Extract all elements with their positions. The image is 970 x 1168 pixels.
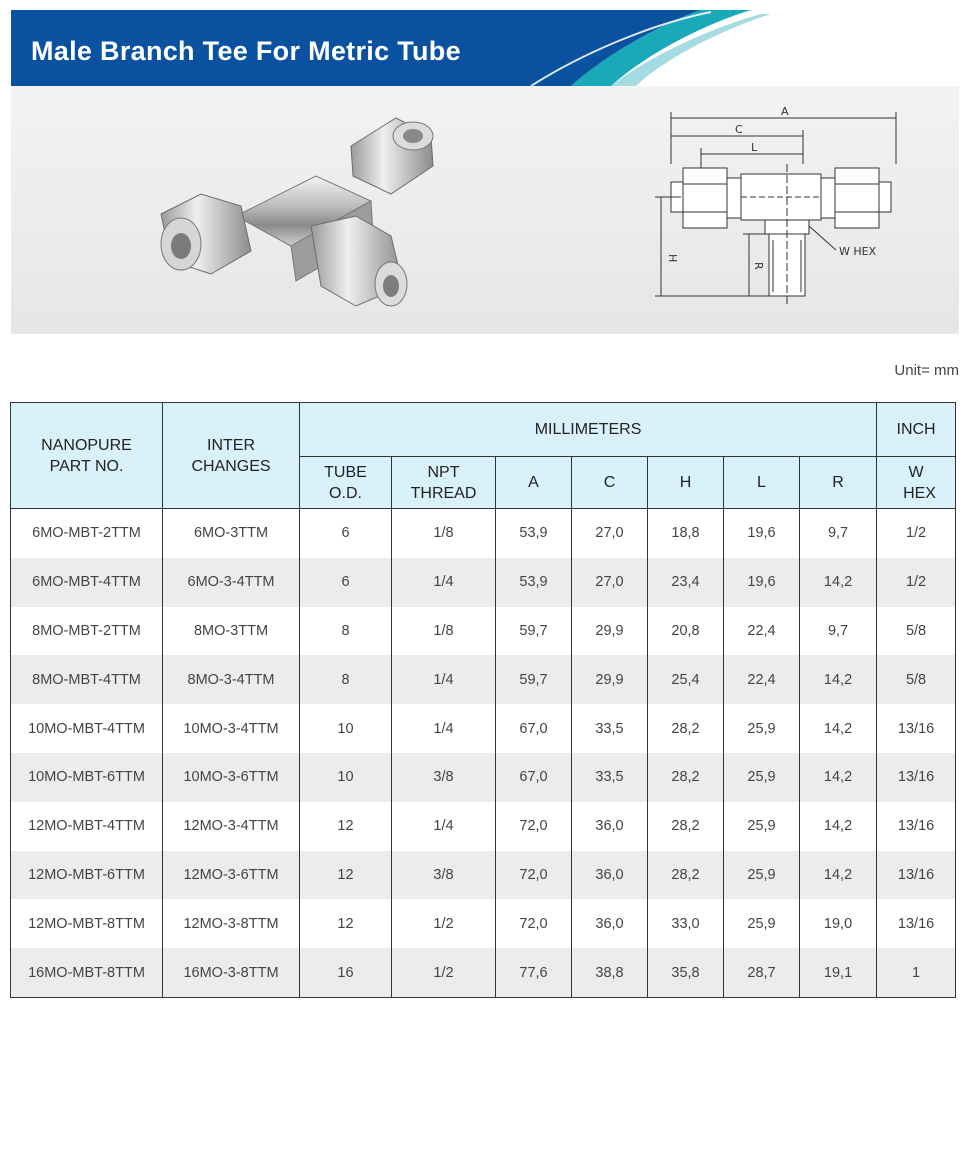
cell-c: 29,9 [572,607,648,656]
dim-label-c: C [735,123,743,136]
cell-a: 72,0 [496,851,572,900]
cell-npt-thread: 1/4 [392,704,496,753]
cell-h: 28,2 [648,753,724,802]
cell-tube-od: 12 [300,802,392,851]
cell-interchanges: 10MO-3-4TTM [163,704,300,753]
header-interchanges: INTER CHANGES [163,403,300,509]
cell-npt-thread: 1/2 [392,948,496,997]
table-row [11,704,956,753]
cell-part-no: 6MO-MBT-2TTM [11,509,163,558]
cell-part-no: 10MO-MBT-4TTM [11,704,163,753]
cell-l: 25,9 [724,704,800,753]
cell-tube-od: 6 [300,509,392,558]
cell-c: 38,8 [572,948,648,997]
cell-h: 35,8 [648,948,724,997]
title-banner [11,10,959,86]
cell-r: 14,2 [800,802,877,851]
table-row [11,558,956,607]
cell-r: 9,7 [800,607,877,656]
cell-interchanges: 12MO-3-6TTM [163,851,300,900]
cell-l: 28,7 [724,948,800,997]
cell-c: 27,0 [572,509,648,558]
cell-r: 19,1 [800,948,877,997]
cell-npt-thread: 1/2 [392,899,496,948]
cell-interchanges: 8MO-3TTM [163,607,300,656]
table-row [11,607,956,656]
cell-part-no: 10MO-MBT-6TTM [11,753,163,802]
cell-interchanges: 6MO-3TTM [163,509,300,558]
cell-npt-thread: 1/8 [392,607,496,656]
cell-w-hex: 13/16 [877,851,956,900]
cell-h: 28,2 [648,704,724,753]
cell-interchanges: 12MO-3-4TTM [163,802,300,851]
cell-h: 25,4 [648,655,724,704]
cell-part-no: 12MO-MBT-4TTM [11,802,163,851]
cell-w-hex: 13/16 [877,753,956,802]
header-millimeters: MILLIMETERS [300,403,877,457]
cell-r: 14,2 [800,851,877,900]
cell-l: 25,9 [724,753,800,802]
cell-w-hex: 1/2 [877,558,956,607]
cell-h: 18,8 [648,509,724,558]
cell-l: 19,6 [724,558,800,607]
cell-r: 14,2 [800,704,877,753]
header-a: A [496,457,572,509]
spec-table-body [11,509,956,998]
cell-npt-thread: 3/8 [392,753,496,802]
cell-h: 20,8 [648,607,724,656]
cell-l: 22,4 [724,607,800,656]
cell-l: 25,9 [724,899,800,948]
cell-l: 25,9 [724,802,800,851]
cell-a: 53,9 [496,558,572,607]
cell-interchanges: 6MO-3-4TTM [163,558,300,607]
cell-part-no: 8MO-MBT-4TTM [11,655,163,704]
cell-tube-od: 8 [300,655,392,704]
dim-label-h: H [666,254,679,263]
header-c: C [572,457,648,509]
cell-c: 33,5 [572,704,648,753]
cell-w-hex: 5/8 [877,655,956,704]
cell-r: 14,2 [800,753,877,802]
cell-interchanges: 12MO-3-8TTM [163,899,300,948]
table-row [11,899,956,948]
cell-h: 28,2 [648,851,724,900]
cell-a: 72,0 [496,802,572,851]
cell-c: 36,0 [572,899,648,948]
header-inch: INCH [877,403,956,457]
cell-tube-od: 10 [300,704,392,753]
header-l: L [724,457,800,509]
cell-interchanges: 10MO-3-6TTM [163,753,300,802]
dim-label-l: L [751,141,758,154]
tee-fitting-photo [141,106,471,316]
cell-npt-thread: 3/8 [392,851,496,900]
cell-l: 19,6 [724,509,800,558]
cell-tube-od: 12 [300,851,392,900]
cell-c: 29,9 [572,655,648,704]
cell-npt-thread: 1/4 [392,558,496,607]
table-row [11,948,956,997]
table-row [11,851,956,900]
cell-c: 36,0 [572,802,648,851]
cell-c: 27,0 [572,558,648,607]
cell-npt-thread: 1/8 [392,509,496,558]
product-image-panel [11,86,959,334]
cell-tube-od: 16 [300,948,392,997]
header-r: R [800,457,877,509]
cell-part-no: 16MO-MBT-8TTM [11,948,163,997]
cell-r: 19,0 [800,899,877,948]
cell-part-no: 6MO-MBT-4TTM [11,558,163,607]
cell-w-hex: 13/16 [877,802,956,851]
table-row [11,509,956,558]
cell-l: 25,9 [724,851,800,900]
cell-h: 28,2 [648,802,724,851]
cell-a: 77,6 [496,948,572,997]
cell-part-no: 12MO-MBT-6TTM [11,851,163,900]
dimension-drawing [651,104,911,316]
cell-r: 9,7 [800,509,877,558]
header-tube-od: TUBE O.D. [300,457,392,509]
cell-part-no: 12MO-MBT-8TTM [11,899,163,948]
header-w-hex: W HEX [877,457,956,509]
page-title: Male Branch Tee For Metric Tube [31,36,461,66]
cell-tube-od: 8 [300,607,392,656]
header-part-no: NANOPURE PART NO. [11,403,163,509]
cell-w-hex: 5/8 [877,607,956,656]
cell-tube-od: 12 [300,899,392,948]
cell-tube-od: 6 [300,558,392,607]
cell-r: 14,2 [800,655,877,704]
cell-npt-thread: 1/4 [392,802,496,851]
table-row [11,802,956,851]
cell-l: 22,4 [724,655,800,704]
cell-c: 33,5 [572,753,648,802]
cell-interchanges: 16MO-3-8TTM [163,948,300,997]
cell-r: 14,2 [800,558,877,607]
dim-label-a: A [781,105,789,118]
dim-label-w-hex: W HEX [839,245,877,258]
cell-h: 33,0 [648,899,724,948]
cell-a: 53,9 [496,509,572,558]
cell-interchanges: 8MO-3-4TTM [163,655,300,704]
cell-tube-od: 10 [300,753,392,802]
spec-table [10,402,956,998]
cell-npt-thread: 1/4 [392,655,496,704]
cell-part-no: 8MO-MBT-2TTM [11,607,163,656]
table-row [11,753,956,802]
dim-label-r: R [752,262,765,270]
cell-a: 59,7 [496,607,572,656]
cell-a: 67,0 [496,753,572,802]
header-h: H [648,457,724,509]
cell-h: 23,4 [648,558,724,607]
cell-a: 67,0 [496,704,572,753]
cell-w-hex: 1/2 [877,509,956,558]
header-npt-thread: NPT THREAD [392,457,496,509]
cell-w-hex: 1 [877,948,956,997]
cell-a: 72,0 [496,899,572,948]
table-row [11,655,956,704]
cell-a: 59,7 [496,655,572,704]
cell-c: 36,0 [572,851,648,900]
cell-w-hex: 13/16 [877,704,956,753]
unit-note: Unit= mm [894,362,959,379]
cell-w-hex: 13/16 [877,899,956,948]
